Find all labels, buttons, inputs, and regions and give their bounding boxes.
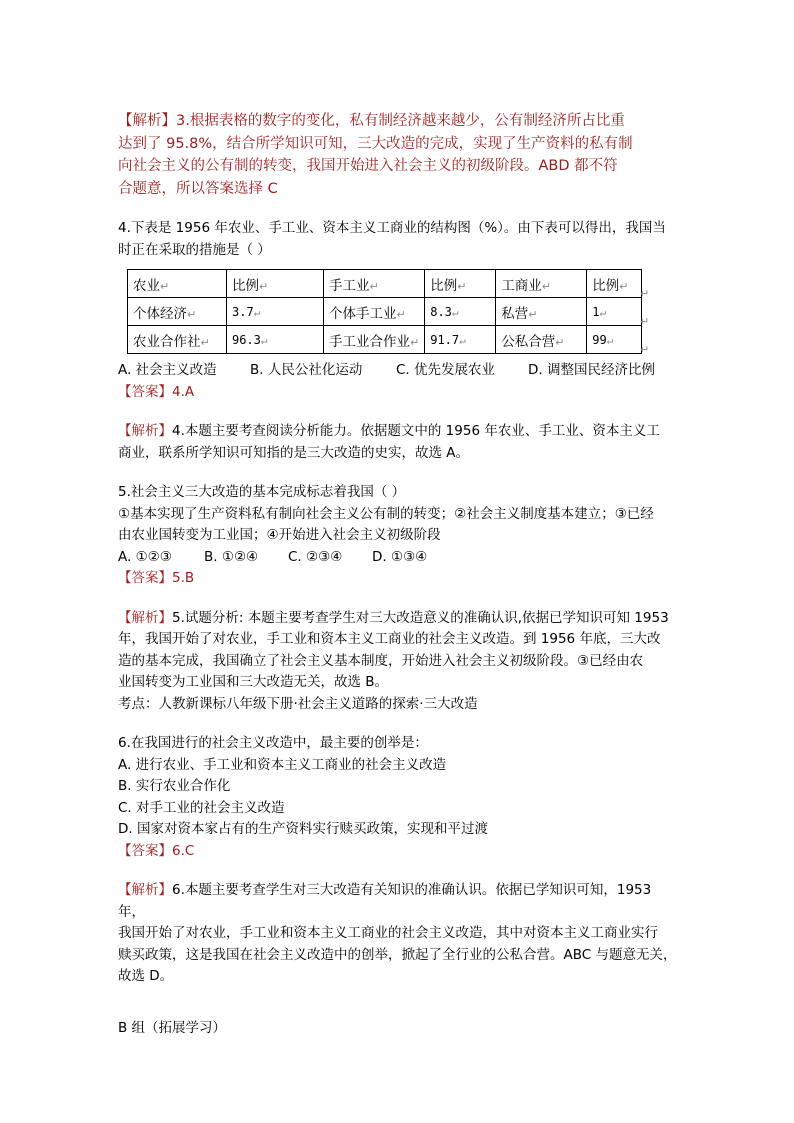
option-d: D. ①③④ bbox=[372, 548, 428, 565]
q3-analysis-line-4: 合题意，所以答案选择 C bbox=[118, 180, 278, 197]
table-cell: 比例↵ bbox=[227, 270, 324, 298]
analysis-tag: 【解析】 bbox=[118, 113, 176, 129]
option-d: D. 国家对资本家占有的生产资料实行赎买政策，实现和平过渡 bbox=[118, 821, 488, 837]
q4-analysis-line-1: 【解析】4.本题主要考查阅读分析能力。依据题文中的 1956 年农业、手工业、资本主义工 bbox=[118, 423, 660, 439]
q6-question bbox=[118, 733, 678, 862]
option-a: A. 进行农业、手工业和资本主义工商业的社会主义改造 bbox=[118, 756, 447, 773]
q6-analysis bbox=[118, 880, 678, 988]
q5-analysis-line-1: 【解析】5.试题分析: 本题主要考查学生对三大改造意义的准确认识,依据已学知识可知 1953 bbox=[118, 609, 669, 626]
table-cell: 8.3↵ bbox=[425, 298, 496, 326]
table-cell: 农业↵ bbox=[128, 270, 227, 298]
option-b: B. 人民公社化运动 bbox=[250, 362, 363, 378]
table-cell: 私营↵ bbox=[496, 298, 587, 326]
table-cell: 3.7↵ bbox=[227, 298, 324, 326]
table-cell: 个体手工业↵ bbox=[324, 298, 425, 326]
option-c: C. 对手工业的社会主义改造 bbox=[118, 799, 285, 816]
option-a: A. 社会主义改造 bbox=[118, 362, 217, 378]
table-cell: 手工业合作业↵ bbox=[324, 326, 425, 354]
q5-analysis bbox=[118, 608, 678, 716]
option-a: A. ①②③ bbox=[118, 548, 172, 565]
q5-stem-line-3: 由农业国转变为工业国；④开始进入社会主义初级阶段 bbox=[118, 527, 441, 543]
option-c: C. ②③④ bbox=[288, 548, 343, 565]
table-cell: 99↵ bbox=[587, 326, 642, 354]
option-d: D. 调整国民经济比例 bbox=[528, 362, 655, 378]
q5-kaodian: 考点：人教新课标八年级下册·社会主义道路的探索·三大改造 bbox=[118, 695, 478, 712]
table-cell: 比例↵ bbox=[425, 270, 496, 298]
q6-analysis-line-2: 我国开始了对农业，手工业和资本主义工商业的社会主义改造，其中对资本主义工商业实行 bbox=[118, 925, 658, 941]
table-row bbox=[128, 326, 642, 354]
q5-stem-line-1: 5.社会主义三大改造的基本完成标志着我国（ ） bbox=[118, 484, 406, 500]
q4-structure-table bbox=[127, 269, 642, 354]
section-b-heading: B 组（拓展学习） bbox=[118, 1019, 227, 1036]
q6-analysis-line-1: 【解析】6.本题主要考查学生对三大改造有关知识的准确认识。依据已学知识可知，1953 年， bbox=[118, 882, 652, 920]
q5-options bbox=[118, 547, 678, 569]
table-cell: 公私合营↵ bbox=[496, 326, 587, 354]
q6-answer: 【答案】6.C bbox=[118, 842, 195, 859]
table-row bbox=[128, 298, 642, 326]
q6-analysis-line-4: 故选 D。 bbox=[118, 968, 174, 984]
table-row bbox=[128, 270, 642, 298]
table-cell: 工商业↵ bbox=[496, 270, 587, 298]
row-end-marks: ↵ ↵ ↵ bbox=[640, 287, 650, 356]
q3-analysis bbox=[118, 110, 678, 200]
q3-analysis-line-2: 达到了 95.8%，结合所学知识可知，三大改造的完成，实现了生产资料的私有制 bbox=[118, 135, 633, 152]
table-cell: 比例↵ bbox=[587, 270, 642, 298]
q4-question bbox=[118, 218, 678, 403]
table-cell: 91.7↵ bbox=[425, 326, 496, 354]
q4-stem-line-2: 时正在采取的措施是（ ） bbox=[118, 241, 271, 258]
q6-stem: 6.在我国进行的社会主义改造中，最主要的创举是： bbox=[118, 735, 428, 751]
table-cell: 手工业↵ bbox=[324, 270, 425, 298]
q3-analysis-line-3: 向社会主义的公有制的转变，我国开始进入社会主义的初级阶段。ABD 都不符 bbox=[118, 158, 618, 174]
q5-stem-line-2: ①基本实现了生产资料私有制向社会主义公有制的转变；②社会主义制度基本建立；③已经 bbox=[118, 505, 654, 522]
q5-analysis-line-4: 业国转变为工业国和三大改造无关，故选 B。 bbox=[118, 674, 389, 690]
table-cell: 个体经济↵ bbox=[128, 298, 227, 326]
q4-options bbox=[118, 360, 678, 382]
option-c: C. 优先发展农业 bbox=[396, 362, 496, 378]
q5-question bbox=[118, 482, 678, 590]
table-cell: 1↵ bbox=[587, 298, 642, 326]
q4-stem-line-1: 4.下表是 1956 年农业、手工业、资本主义工商业的结构图（%）。由下表可以得出，我国当 bbox=[118, 220, 666, 236]
q4-analysis bbox=[118, 421, 678, 464]
q5-analysis-line-2: 年，我国开始了对农业，手工业和资本主义工商业的社会主义改造。到 1956 年底，三大改 bbox=[118, 631, 661, 647]
q3-analysis-line-1: 【解析】3.根据表格的数字的变化，私有制经济越来越少，公有制经济所占比重 bbox=[118, 113, 625, 129]
q6-analysis-line-3: 赎买政策，这是我国在社会主义改造中的创举，掀起了全行业的公私合营。ABC 与题意无关， bbox=[118, 946, 677, 963]
option-b: B. 实行农业合作化 bbox=[118, 778, 231, 794]
q4-answer: 【答案】4.A bbox=[118, 383, 195, 400]
option-b: B. ①②④ bbox=[204, 548, 259, 565]
q5-analysis-line-3: 造的基本完成，我国确立了社会主义基本制度，开始进入社会主义初级阶段。③已经由农 bbox=[118, 652, 644, 669]
q4-analysis-line-2: 商业，联系所学知识可知指的是三大改造的史实，故选 A。 bbox=[118, 444, 470, 461]
table-cell: 96.3↵ bbox=[227, 326, 324, 354]
table-cell: 农业合作社↵ bbox=[128, 326, 227, 354]
q5-answer: 【答案】5.B bbox=[118, 570, 195, 586]
document-page bbox=[118, 110, 678, 1039]
